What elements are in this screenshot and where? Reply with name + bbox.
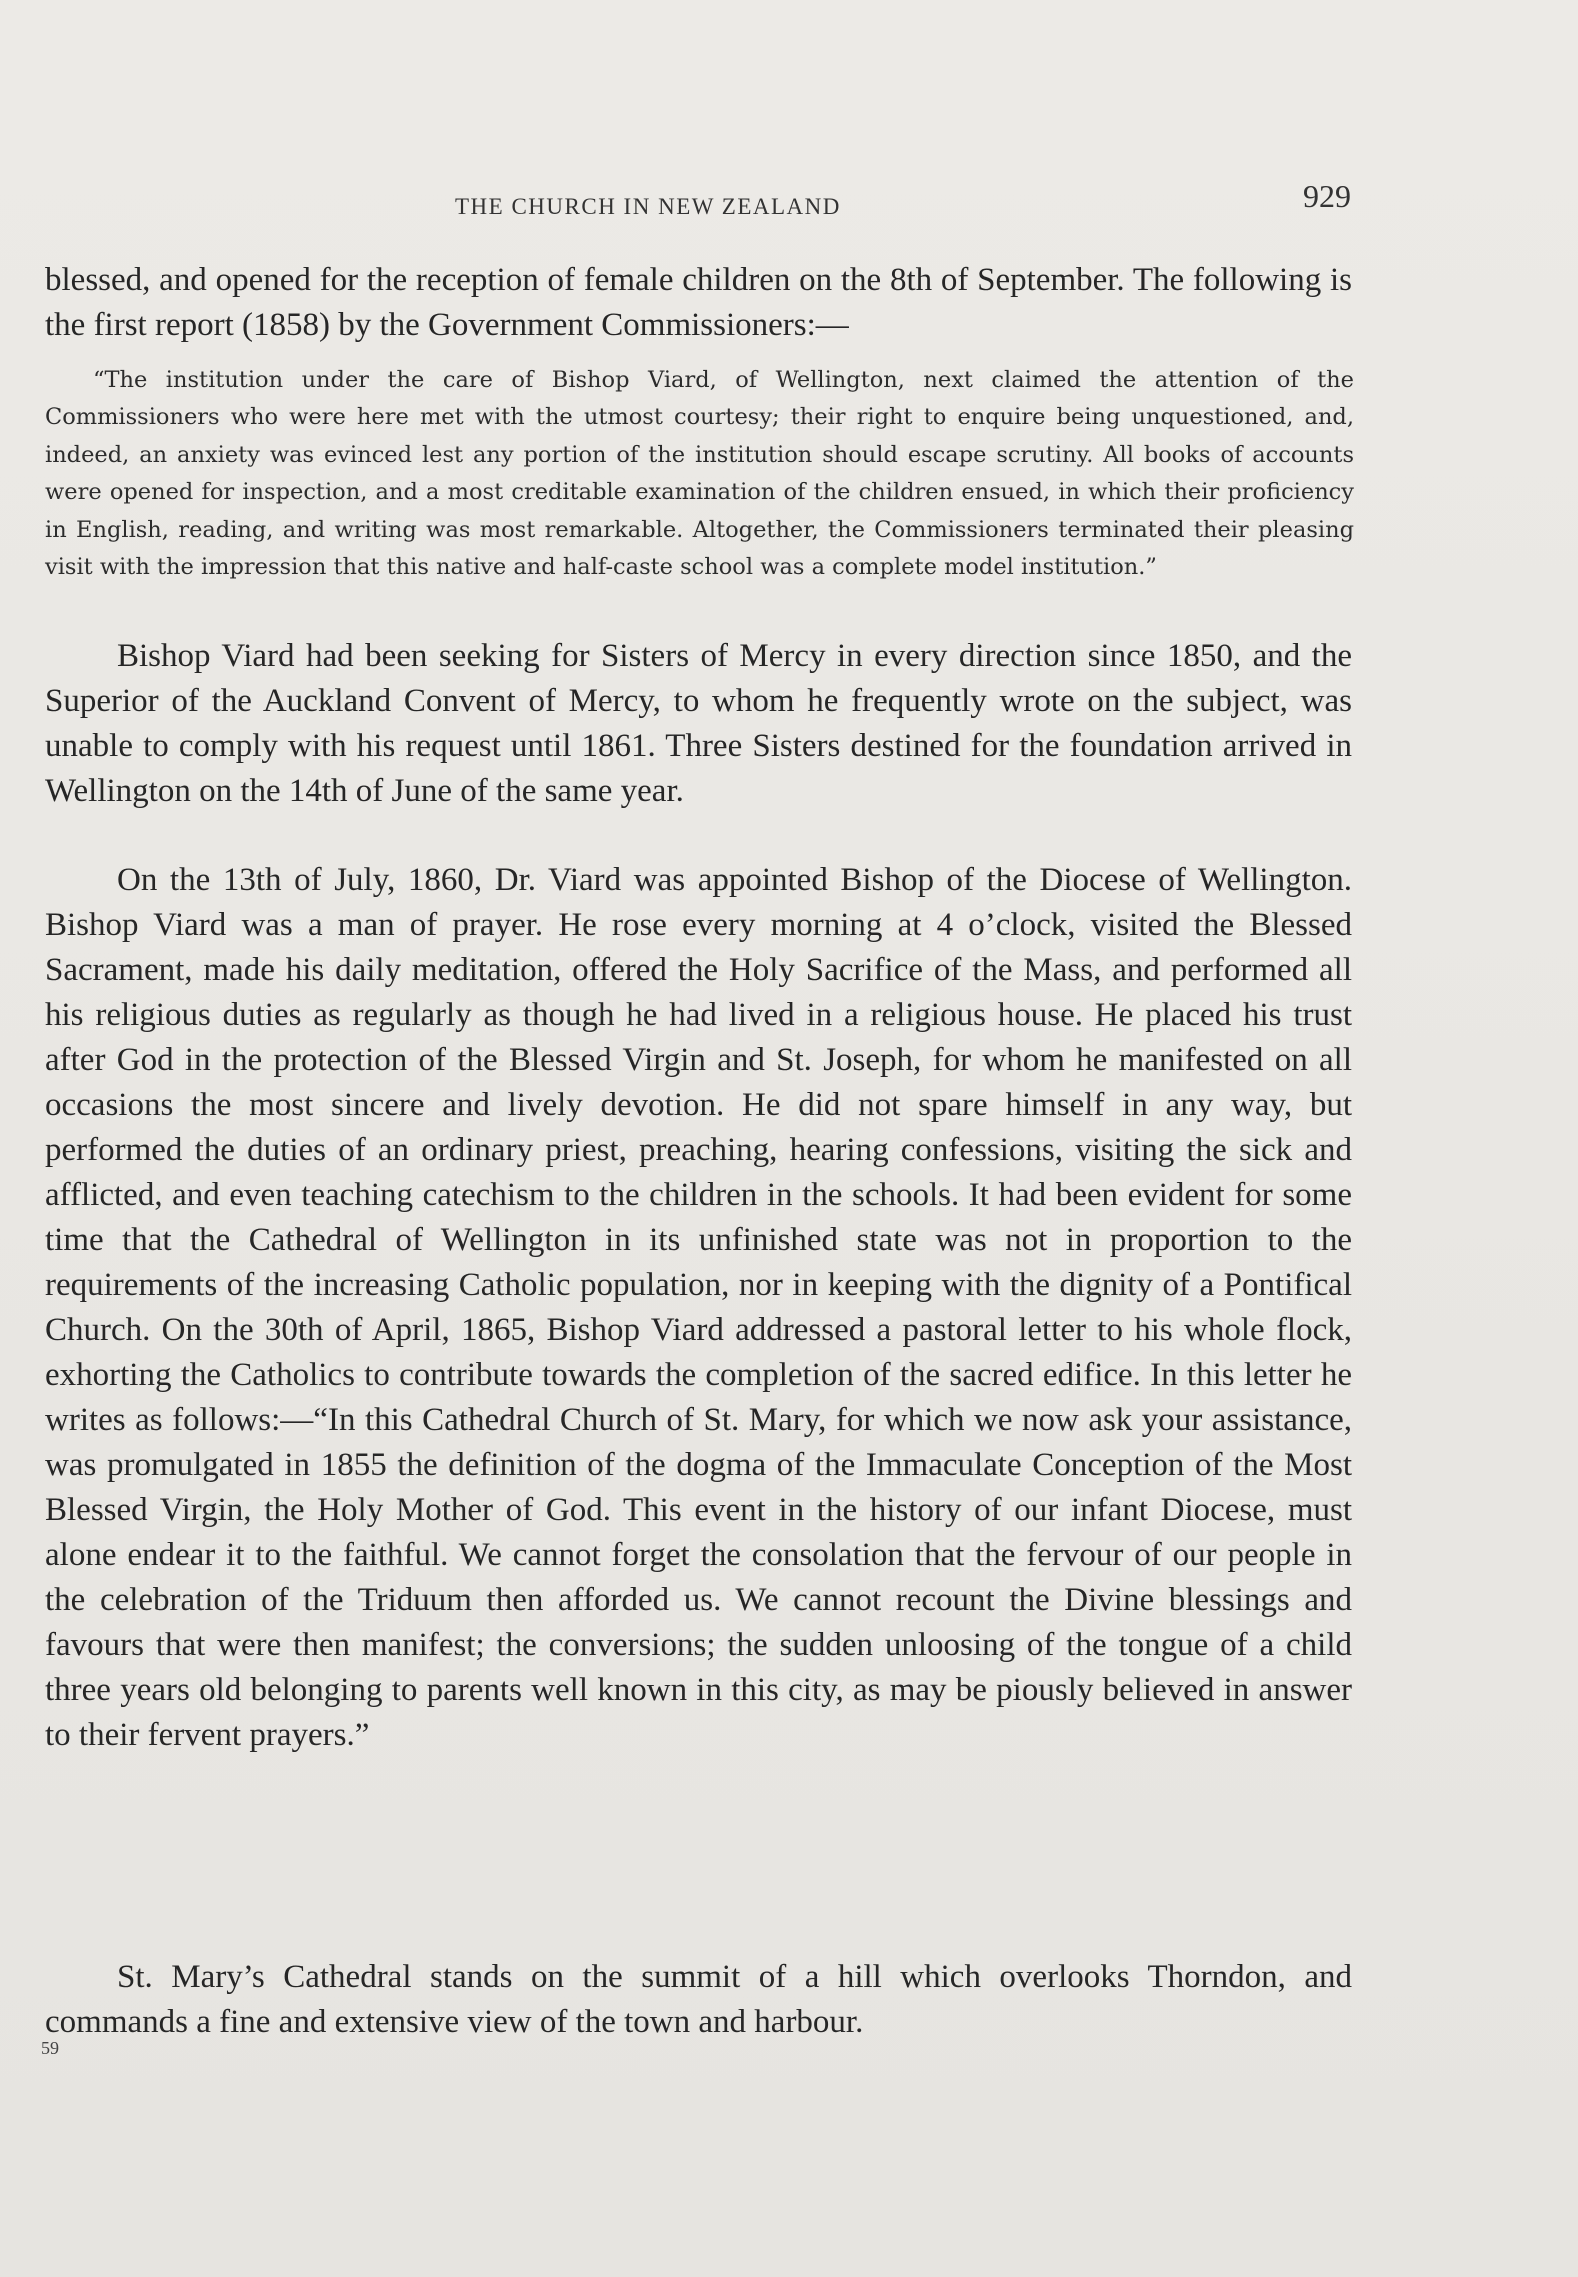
paragraph-text: blessed, and opened for the reception of female children on the 8th of September. The following is the first report (1858) by the Government Commissioners:— xyxy=(45,262,1352,343)
quote-text: “The institution under the care of Bishop Viard, of Wellington, next claimed the attention of the Commissioners who were here met with the utmost courtesy; their right to enquire being unquestioned, and, indeed, an anxiety was evinced lest any portion of the institution should escape scrutiny. All books of accounts were opened for inspection, and a most creditable examination of the children ensued, in which their proficiency in English, reading, and writing was most remarkable. Altogether, the Commissioners terminated their pleasing visit with the impression that this native and half-caste school was a complete model institution.” xyxy=(45,367,1354,581)
signature-mark: 59 xyxy=(41,2038,59,2058)
paragraph-sisters-of-mercy xyxy=(45,634,1352,814)
block-quote-report xyxy=(45,362,1354,586)
page-number: 929 xyxy=(1303,178,1351,214)
paragraph-cathedral xyxy=(45,1955,1352,2045)
paragraph-text: St. Mary’s Cathedral stands on the summit of a hill which overlooks Thorndon, and commands a fine and extensive view of the town and harbour. xyxy=(45,1959,1352,2040)
paragraph-text: Bishop Viard had been seeking for Sisters of Mercy in every direction since 1850, and the Superior of the Auckland Convent of Mercy, to whom he frequently wrote on the subject, was unable to comply with his request until 1861. Three Sisters destined for the foundation arrived in Wellington on the 14th of June of the same year. xyxy=(45,638,1352,809)
paragraph-continuation xyxy=(45,258,1352,348)
paragraph-bishop-viard xyxy=(45,858,1352,1758)
running-title: THE CHURCH IN NEW ZEALAND xyxy=(455,194,841,219)
paragraph-text: On the 13th of July, 1860, Dr. Viard was appointed Bishop of the Diocese of Wellington. Bishop Viard was a man of prayer. He rose every morning at 4 o’clock, visited the Blessed Sacrament, made his daily meditation, offered the Holy Sacrifice of the Mass, and performed all his religious duties as regularly as though he had lived in a religious house. He placed his trust after God in the protection of the Blessed Virgin and St. Joseph, for whom he manifested on all occasions the most sincere and lively devotion. He did not spare himself in any way, but performed the duties of an ordinary priest, preaching, hearing confessions, visiting the sick and afflicted, and even teaching catechism to the children in the schools. It had been evident for some time that the Cathedral of Wellington in its unfinished state was not in proportion to the requirements of the increasing Catholic population, nor in keeping with the dignity of a Pontifical Church. On the 30th of April, 1865, Bishop Viard addressed a pastoral letter to his whole flock, exhorting the Catholics to contribute towards the completion of the sacred edifice. In this letter he writes as follows:—“In this Cathedral Church of St. Mary, for which we now ask your assistance, was promulgated in 1855 the definition of the dogma of the Immaculate Conception of the Most Blessed Virgin, the Holy Mother of God. This event in the history of our infant Diocese, must alone endear it to the faithful. We cannot forget the consolation that the fervour of our people in the celebration of the Triduum then afforded us. We cannot recount the Divine blessings and favours that were then manifest; the conversions; the sudden unloosing of the tongue of a child three years old belonging to parents well known in this city, as may be piously believed in answer to their fervent prayers.” xyxy=(45,862,1352,1753)
